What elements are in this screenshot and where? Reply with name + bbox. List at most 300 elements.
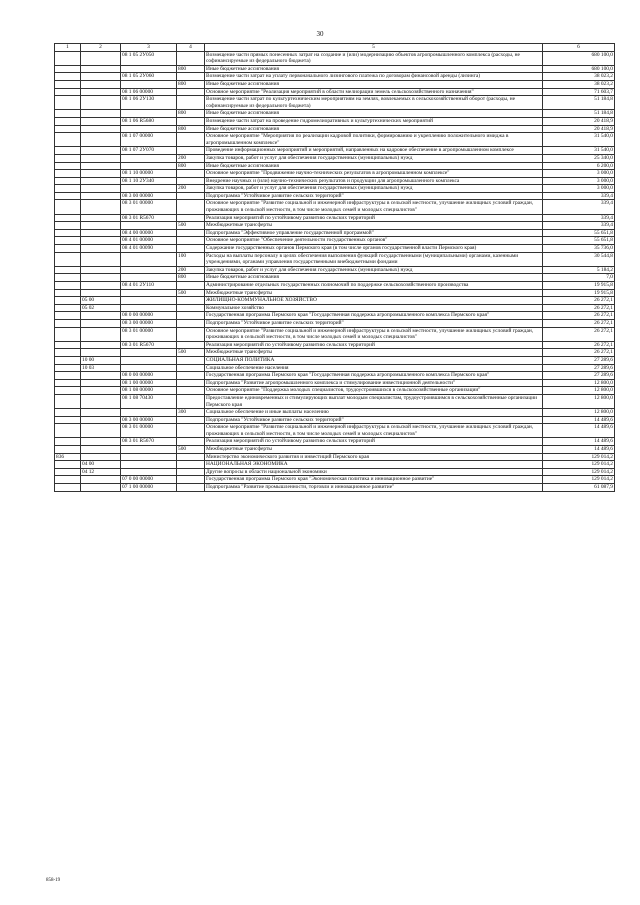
expense-type-cell: [177, 416, 205, 424]
ministry-code-cell: [55, 379, 81, 387]
target-article-cell: [121, 356, 177, 364]
sum-cell: 26 272,1: [543, 349, 615, 357]
section-code-cell: [81, 177, 121, 185]
table-row: [55, 125, 615, 133]
expense-type-cell: 500: [177, 289, 205, 297]
name-cell: Межбюджетные трансферты: [205, 446, 543, 454]
table-row: [55, 162, 615, 170]
name-cell: Проведение информационных мероприятий и мероприятий, направленных на кадровое обеспечение в агропромышленном комплексе: [205, 147, 543, 155]
sum-cell: 3 000,0: [543, 185, 615, 193]
table-row: [55, 349, 615, 357]
expense-type-cell: [177, 312, 205, 320]
ministry-code-cell: [55, 409, 81, 417]
ministry-code-cell: [55, 266, 81, 274]
expense-type-cell: 800: [177, 162, 205, 170]
ministry-code-cell: [55, 229, 81, 237]
expense-type-cell: [177, 438, 205, 446]
expense-type-cell: 500: [177, 349, 205, 357]
expense-type-cell: [177, 245, 205, 253]
ministry-code-cell: [55, 177, 81, 185]
ministry-code-cell: [55, 252, 81, 266]
section-code-cell: [81, 349, 121, 357]
name-cell: Подпрограмма "Устойчивое развитие сельских территорий": [205, 319, 543, 327]
sum-cell: 339,4: [543, 222, 615, 230]
table-row: [55, 73, 615, 81]
ministry-code-cell: 836: [55, 453, 81, 461]
section-code-cell: [81, 125, 121, 133]
section-code-cell: [81, 73, 121, 81]
sum-cell: 680 100,0: [543, 65, 615, 73]
section-code-cell: [81, 476, 121, 484]
expense-type-cell: 500: [177, 222, 205, 230]
section-code-cell: [81, 379, 121, 387]
section-code-cell: [81, 274, 121, 282]
sum-cell: 12 800,0: [543, 409, 615, 417]
expense-type-cell: [177, 214, 205, 222]
expense-type-cell: [177, 424, 205, 438]
table-row: [55, 229, 615, 237]
sum-cell: 30 544,8: [543, 252, 615, 266]
ministry-code-cell: [55, 200, 81, 214]
expense-type-cell: 800: [177, 80, 205, 88]
ministry-code-cell: [55, 312, 81, 320]
sum-cell: 129 014,2: [543, 468, 615, 476]
ministry-code-cell: [55, 289, 81, 297]
ministry-code-cell: [55, 319, 81, 327]
name-cell: Возмещение части затрат на проведение гидромелиоративных и культуртехнических мероприятий: [205, 117, 543, 125]
ministry-code-cell: [55, 125, 81, 133]
table-body: [55, 44, 615, 492]
ministry-code-cell: [55, 147, 81, 155]
table-row: [55, 394, 615, 408]
name-cell: Социальное обеспечение и иные выплаты населению: [205, 409, 543, 417]
section-code-cell: [81, 484, 121, 492]
name-cell: Возмещение части затрат по культуртехническим мероприятиям на землях, вовлекаемых в сельскохозяйственный оборот (расходы, не софинансируемые из федерального бюджета): [205, 96, 543, 110]
target-article-cell: [121, 110, 177, 118]
name-cell: Государственная программа Пермского края "Экономическая политика и инновационное развитие": [205, 476, 543, 484]
target-article-cell: [121, 274, 177, 282]
name-cell: ЖИЛИЩНО-КОММУНАЛЬНОЕ ХОЗЯЙСТВО: [205, 297, 543, 305]
table-row: [55, 312, 615, 320]
sum-cell: 71 603,7: [543, 88, 615, 96]
sum-cell: 339,4: [543, 200, 615, 214]
expense-type-cell: [177, 476, 205, 484]
expense-type-cell: [177, 282, 205, 290]
header-cell: 1: [55, 44, 81, 52]
section-code-cell: [81, 200, 121, 214]
name-cell: Подпрограмма "Устойчивое развитие сельских территорий": [205, 192, 543, 200]
ministry-code-cell: [55, 65, 81, 73]
target-article-cell: [121, 468, 177, 476]
table-row: [55, 304, 615, 312]
name-cell: Основное мероприятие "Продвижение научно-технических результатов в агропромышленном комплексе": [205, 170, 543, 178]
section-code-cell: [81, 312, 121, 320]
header-cell: 5: [205, 44, 543, 52]
table-row: [55, 476, 615, 484]
expense-type-cell: [177, 387, 205, 395]
table-row: [55, 170, 615, 178]
table-row: [55, 177, 615, 185]
section-code-cell: [81, 96, 121, 110]
table-row: [55, 282, 615, 290]
sum-cell: 27 289,6: [543, 372, 615, 380]
name-cell: Иные бюджетные ассигнования: [205, 65, 543, 73]
expense-type-cell: 800: [177, 65, 205, 73]
expense-type-cell: [177, 372, 205, 380]
ministry-code-cell: [55, 80, 81, 88]
table-row: [55, 51, 615, 65]
target-article-cell: 08 1 08 70430: [121, 394, 177, 408]
ministry-code-cell: [55, 356, 81, 364]
section-code-cell: [81, 110, 121, 118]
sum-cell: 129 014,2: [543, 453, 615, 461]
sum-cell: 20 418,9: [543, 125, 615, 133]
budget-table: [54, 43, 615, 492]
expense-type-cell: 200: [177, 266, 205, 274]
section-code-cell: [81, 51, 121, 65]
expense-type-cell: [177, 200, 205, 214]
sum-cell: 26 272,1: [543, 319, 615, 327]
header-cell: 4: [177, 44, 205, 52]
table-row: [55, 461, 615, 469]
name-cell: Подпрограмма "Эффективное управление государственной программой": [205, 229, 543, 237]
name-cell: Подпрограмма "Устойчивое развитие сельских территорий": [205, 416, 543, 424]
table-row: [55, 416, 615, 424]
page-number: 30: [316, 30, 324, 38]
target-article-cell: [121, 266, 177, 274]
table-row: [55, 364, 615, 372]
table-row: [55, 245, 615, 253]
sum-cell: 3 000,0: [543, 170, 615, 178]
target-article-cell: 08 0 00 00000: [121, 312, 177, 320]
ministry-code-cell: [55, 341, 81, 349]
target-article-cell: 08 1 06 R5680: [121, 117, 177, 125]
table-row: [55, 266, 615, 274]
section-code-cell: 10 03: [81, 364, 121, 372]
table-row: [55, 65, 615, 73]
table-header-row: [55, 44, 615, 52]
expense-type-cell: 800: [177, 125, 205, 133]
section-code-cell: [81, 394, 121, 408]
expense-type-cell: 800: [177, 274, 205, 282]
target-article-cell: 08 1 10 2У340: [121, 177, 177, 185]
expense-type-cell: 500: [177, 446, 205, 454]
table-row: [55, 341, 615, 349]
section-code-cell: [81, 372, 121, 380]
ministry-code-cell: [55, 438, 81, 446]
name-cell: Возмещение части прямых понесенных затрат на создание и (или) модернизацию объектов агропромышленного комплекса (расходы, не софинансируемые из федерального бюджета): [205, 51, 543, 65]
target-article-cell: 07 0 00 00000: [121, 476, 177, 484]
table-row: [55, 117, 615, 125]
target-article-cell: [121, 80, 177, 88]
name-cell: Коммунальное хозяйство: [205, 304, 543, 312]
target-article-cell: 08 1 05 2У060: [121, 73, 177, 81]
section-code-cell: 04 12: [81, 468, 121, 476]
expense-type-cell: [177, 453, 205, 461]
table-row: [55, 297, 615, 305]
target-article-cell: 08 3 01 R5670: [121, 214, 177, 222]
expense-type-cell: [177, 73, 205, 81]
target-article-cell: 08 3 01 00000: [121, 424, 177, 438]
section-code-cell: 05 00: [81, 297, 121, 305]
table-row: [55, 133, 615, 147]
ministry-code-cell: [55, 446, 81, 454]
section-code-cell: [81, 147, 121, 155]
expense-type-cell: [177, 96, 205, 110]
expense-type-cell: [177, 484, 205, 492]
target-article-cell: 08 1 05 2У050: [121, 51, 177, 65]
name-cell: Основное мероприятие "Обеспечение деятельности государственных органов": [205, 237, 543, 245]
ministry-code-cell: [55, 51, 81, 65]
sum-cell: 61 087,9: [543, 484, 615, 492]
target-article-cell: 08 0 00 00000: [121, 372, 177, 380]
name-cell: Иные бюджетные ассигнования: [205, 274, 543, 282]
section-code-cell: [81, 133, 121, 147]
section-code-cell: [81, 162, 121, 170]
target-article-cell: 08 3 00 00000: [121, 192, 177, 200]
sum-cell: 14 489,6: [543, 424, 615, 438]
sum-cell: 27 289,6: [543, 364, 615, 372]
name-cell: Основное мероприятие "Поддержка молодых специалистов, трудоустроившихся в сельскохозяйственные организации": [205, 387, 543, 395]
table-row: [55, 356, 615, 364]
name-cell: Иные бюджетные ассигнования: [205, 162, 543, 170]
expense-type-cell: [177, 327, 205, 341]
ministry-code-cell: [55, 364, 81, 372]
name-cell: Межбюджетные трансферты: [205, 222, 543, 230]
name-cell: Реализация мероприятий по устойчивому развитию сельских территорий: [205, 438, 543, 446]
sum-cell: 26 272,1: [543, 312, 615, 320]
section-code-cell: [81, 416, 121, 424]
expense-type-cell: [177, 170, 205, 178]
ministry-code-cell: [55, 170, 81, 178]
section-code-cell: [81, 319, 121, 327]
table-row: [55, 237, 615, 245]
expense-type-cell: [177, 461, 205, 469]
ministry-code-cell: [55, 476, 81, 484]
section-code-cell: [81, 117, 121, 125]
section-code-cell: [81, 65, 121, 73]
section-code-cell: [81, 453, 121, 461]
ministry-code-cell: [55, 237, 81, 245]
name-cell: Основное мероприятие "Развитие социальной и инженерной инфраструктуры в сельской местности, улучшение жилищных условий граждан, проживающих в сельской местности, в том числе молодых семей и молодых специалистов": [205, 200, 543, 214]
name-cell: Подпрограмма "Развитие агропромышленного комплекса и стимулирование инвестиционной деятельности": [205, 379, 543, 387]
table-row: [55, 96, 615, 110]
target-article-cell: [121, 125, 177, 133]
expense-type-cell: [177, 192, 205, 200]
table-row: [55, 185, 615, 193]
sum-cell: 680 100,0: [543, 51, 615, 65]
name-cell: Закупка товаров, работ и услуг для обеспечения государственных (муниципальных) нужд: [205, 154, 543, 162]
sum-cell: 129 014,2: [543, 461, 615, 469]
name-cell: Расходы на выплаты персоналу в целях обеспечения выполнения функций государственными (муниципальными) органами, казенными учреждениями, органами управления государственными внебюджетными фондами: [205, 252, 543, 266]
expense-type-cell: [177, 297, 205, 305]
target-article-cell: 08 1 06 2У130: [121, 96, 177, 110]
ministry-code-cell: [55, 154, 81, 162]
ministry-code-cell: [55, 372, 81, 380]
target-article-cell: [121, 364, 177, 372]
name-cell: Государственная программа Пермского края "Государственная поддержка агропромышленного комплекса Пермского края": [205, 312, 543, 320]
section-code-cell: [81, 282, 121, 290]
table-row: [55, 446, 615, 454]
section-code-cell: [81, 438, 121, 446]
name-cell: Основное мероприятие "Реализация мероприятий в области мелиорации земель сельскохозяйственного назначения": [205, 88, 543, 96]
ministry-code-cell: [55, 162, 81, 170]
sum-cell: 26 272,1: [543, 297, 615, 305]
section-code-cell: [81, 214, 121, 222]
target-article-cell: 08 3 01 00000: [121, 327, 177, 341]
section-code-cell: 10 00: [81, 356, 121, 364]
name-cell: Реализация мероприятий по устойчивому развитию сельских территорий: [205, 214, 543, 222]
expense-type-cell: [177, 341, 205, 349]
table-row: [55, 192, 615, 200]
table-row: [55, 147, 615, 155]
name-cell: Подпрограмма "Развитие промышленности, торговли и инновационное развитие": [205, 484, 543, 492]
target-article-cell: [121, 349, 177, 357]
ministry-code-cell: [55, 117, 81, 125]
name-cell: Государственная программа Пермского края "Государственная поддержка агропромышленного комплекса Пермского края": [205, 372, 543, 380]
name-cell: Иные бюджетные ассигнования: [205, 80, 543, 88]
ministry-code-cell: [55, 468, 81, 476]
ministry-code-cell: [55, 214, 81, 222]
target-article-cell: [121, 453, 177, 461]
name-cell: Реализация мероприятий по устойчивому развитию сельских территорий: [205, 341, 543, 349]
ministry-code-cell: [55, 222, 81, 230]
table-row: [55, 319, 615, 327]
section-code-cell: [81, 327, 121, 341]
name-cell: Закупка товаров, работ и услуг для обеспечения государственных (муниципальных) нужд: [205, 185, 543, 193]
target-article-cell: 08 4 01 00090: [121, 245, 177, 253]
name-cell: Содержание государственных органов Пермского края (в том числе органов государственной власти Пермского края): [205, 245, 543, 253]
target-article-cell: [121, 185, 177, 193]
section-code-cell: [81, 289, 121, 297]
expense-type-cell: [177, 229, 205, 237]
table-row: [55, 88, 615, 96]
expense-type-cell: 300: [177, 409, 205, 417]
header-cell: 6: [543, 44, 615, 52]
name-cell: Основное мероприятие "Развитие социальной и инженерной инфраструктуры в сельской местности, улучшение жилищных условий граждан, проживающих в сельской местности, в том числе молодых семей и молодых специалистов": [205, 424, 543, 438]
sum-cell: 26 272,1: [543, 304, 615, 312]
name-cell: Основное мероприятие "Развитие социальной и инженерной инфраструктуры в сельской местности, улучшение жилищных условий граждан, проживающих в сельской местности, в том числе молодых семей и молодых специалистов": [205, 327, 543, 341]
sum-cell: 129 014,2: [543, 476, 615, 484]
target-article-cell: 08 3 00 00000: [121, 319, 177, 327]
section-code-cell: [81, 252, 121, 266]
ministry-code-cell: [55, 245, 81, 253]
target-article-cell: [121, 162, 177, 170]
table-row: [55, 424, 615, 438]
table-row: [55, 327, 615, 341]
table-row: [55, 200, 615, 214]
section-code-cell: 05 02: [81, 304, 121, 312]
section-code-cell: [81, 170, 121, 178]
target-article-cell: [121, 304, 177, 312]
table-row: [55, 274, 615, 282]
sum-cell: 5 184,2: [543, 266, 615, 274]
expense-type-cell: [177, 304, 205, 312]
name-cell: Иные бюджетные ассигнования: [205, 125, 543, 133]
section-code-cell: [81, 154, 121, 162]
expense-type-cell: [177, 177, 205, 185]
target-article-cell: 08 3 01 00000: [121, 200, 177, 214]
target-article-cell: [121, 65, 177, 73]
sum-cell: 31 540,0: [543, 147, 615, 155]
sum-cell: 31 540,0: [543, 133, 615, 147]
ministry-code-cell: [55, 88, 81, 96]
name-cell: Социальное обеспечение населения: [205, 364, 543, 372]
section-code-cell: [81, 409, 121, 417]
ministry-code-cell: [55, 282, 81, 290]
table-row: [55, 379, 615, 387]
section-code-cell: [81, 80, 121, 88]
target-article-cell: 08 1 06 00000: [121, 88, 177, 96]
sum-cell: 12 800,0: [543, 387, 615, 395]
sum-cell: 14 489,6: [543, 446, 615, 454]
target-article-cell: 08 3 00 00000: [121, 416, 177, 424]
table-row: [55, 289, 615, 297]
expense-type-cell: [177, 379, 205, 387]
ministry-code-cell: [55, 133, 81, 147]
table-row: [55, 484, 615, 492]
name-cell: Основное мероприятие "Мероприятия по реализации кадровой политики, формированию и укреплению положительного имиджа в агропромышленном комплексе": [205, 133, 543, 147]
expense-type-cell: [177, 319, 205, 327]
expense-type-cell: [177, 51, 205, 65]
ministry-code-cell: [55, 96, 81, 110]
expense-type-cell: [177, 88, 205, 96]
target-article-cell: [121, 252, 177, 266]
sum-cell: 19 915,8: [543, 289, 615, 297]
table-row: [55, 372, 615, 380]
name-cell: Возмещение части затрат на уплату первоначального лизингового платежа по договорам финансовой аренды (лизинга): [205, 73, 543, 81]
footer-code: 858-19: [46, 878, 61, 883]
expense-type-cell: 800: [177, 110, 205, 118]
table-row: [55, 438, 615, 446]
section-code-cell: 04 00: [81, 461, 121, 469]
header-cell: 3: [121, 44, 177, 52]
table-row: [55, 154, 615, 162]
name-cell: Закупка товаров, работ и услуг для обеспечения государственных (муниципальных) нужд: [205, 266, 543, 274]
sum-cell: 38 023,2: [543, 80, 615, 88]
sum-cell: 14 489,6: [543, 438, 615, 446]
name-cell: Иные бюджетные ассигнования: [205, 110, 543, 118]
ministry-code-cell: [55, 192, 81, 200]
table-row: [55, 468, 615, 476]
name-cell: Администрирование отдельных государственных полномочий по поддержке сельскохозяйственного производства: [205, 282, 543, 290]
ministry-code-cell: [55, 297, 81, 305]
sum-cell: 12 800,0: [543, 379, 615, 387]
target-article-cell: [121, 446, 177, 454]
expense-type-cell: [177, 468, 205, 476]
ministry-code-cell: [55, 274, 81, 282]
section-code-cell: [81, 245, 121, 253]
ministry-code-cell: [55, 484, 81, 492]
ministry-code-cell: [55, 73, 81, 81]
target-article-cell: [121, 289, 177, 297]
expense-type-cell: 200: [177, 185, 205, 193]
ministry-code-cell: [55, 304, 81, 312]
table-row: [55, 110, 615, 118]
sum-cell: 6 200,0: [543, 162, 615, 170]
expense-type-cell: [177, 394, 205, 408]
ministry-code-cell: [55, 185, 81, 193]
sum-cell: 26 272,1: [543, 327, 615, 341]
target-article-cell: 08 3 01 R5670: [121, 341, 177, 349]
ministry-code-cell: [55, 394, 81, 408]
name-cell: Предоставление единовременных и стимулирующих выплат молодым специалистам, трудоустроившимся в сельскохозяйственные организации Пермского края: [205, 394, 543, 408]
expense-type-cell: [177, 117, 205, 125]
target-article-cell: 07 1 00 00000: [121, 484, 177, 492]
table-row: [55, 222, 615, 230]
expense-type-cell: [177, 356, 205, 364]
section-code-cell: [81, 229, 121, 237]
